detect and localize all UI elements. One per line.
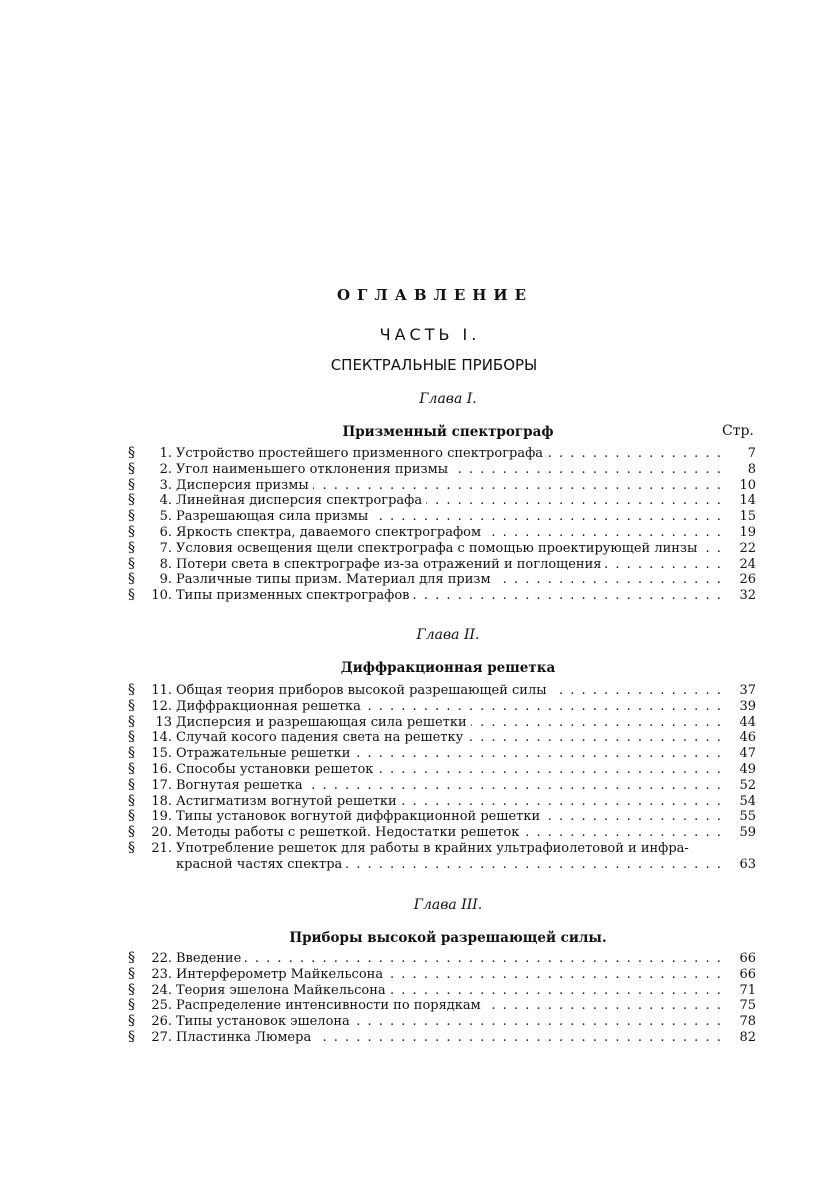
chapter-name: Приборы высокой разрешающей силы. [289,930,607,946]
toc-entry [128,478,756,494]
toc-entry [128,572,756,588]
section-number: 1. [159,446,172,461]
section-title-text: Методы работы с решеткой. Недостатки решеток [176,825,523,840]
section-sign: § [128,760,135,777]
section-title-text: Случай косого падения света на решетку [176,730,467,745]
page-number: 66 [739,966,756,982]
toc-title: ОГЛАВЛЕНИЕ [336,286,534,304]
toc-entry [128,778,756,794]
section-title [176,951,726,967]
page-number: 78 [739,1014,756,1030]
part-subtitle: СПЕКТРАЛЬНЫЕ ПРИБОРЫ [330,356,538,374]
page-number: 66 [739,951,756,966]
section-number: 25. [151,998,172,1014]
toc-entry [128,509,756,525]
toc-entry [128,998,756,1014]
section-title [176,683,726,699]
section-title-text: Распределение интенсивности по порядкам [176,998,485,1013]
page-number: 59 [739,825,756,841]
section-title-text: Типы установок эшелона [176,1014,354,1029]
section-number: 10. [151,588,172,604]
section-sign: § [128,492,135,509]
toc-entry [128,746,756,762]
section-title-line1: Употребление решеток для работы в крайних ультрафиолетовой и инфра- [176,841,726,857]
section-number: 12. [151,698,172,714]
section-sign: § [128,776,135,793]
toc-entry [128,715,756,731]
section-sign: § [128,587,135,604]
section-number: 5. [159,509,172,525]
toc-entry [128,762,756,778]
section-title-text: Пластинка Люмера [176,1030,315,1045]
toc-entry [128,951,756,967]
page-number: 47 [739,746,756,762]
section-title-text: Угол наименьшего отклонения призмы [176,462,452,477]
section-sign: § [128,808,135,825]
page-number: 49 [739,761,756,777]
section-title-text: Условия освещения щели спектрографа с помощью проектирующей линзы [176,541,701,556]
section-sign: § [128,745,135,762]
section-title-text: Интерферометр Майкельсона [176,967,387,982]
section-sign: § [128,539,135,556]
section-number: 3. [159,477,172,493]
section-title [176,809,726,825]
section-title [176,1030,726,1046]
part-title: ЧАСТЬ I. [379,325,481,344]
chapter-label: Глава I. [419,391,477,407]
section-title-text: Яркость спектра, даваемого спектрографом [176,525,485,540]
section-title-text: Вогнутая решетка [176,778,307,793]
section-sign: § [128,1028,135,1045]
toc-entry [128,525,756,541]
section-title-text: Общая теория приборов высокой разрешающей силы [176,683,551,698]
chapter-entries [128,951,756,1046]
chapter-entries [128,446,756,604]
section-title [176,998,726,1014]
section-sign: § [128,792,135,809]
page-number: 71 [739,982,756,998]
section-sign: § [128,965,135,982]
section-number: 11. [151,683,172,698]
toc-entry [128,967,756,983]
section-sign: § [128,997,135,1014]
page-number: 39 [739,698,756,714]
section-number: 16. [151,761,172,777]
section-number: 18. [151,793,172,809]
section-title-line2: красной частях спектра [176,857,346,872]
toc-entry [128,794,756,810]
section-sign: § [128,571,135,588]
section-sign: § [128,445,135,461]
section-number: 7. [159,540,172,556]
toc-entry [128,541,756,557]
section-sign: § [128,460,135,477]
toc-entry [128,730,756,746]
section-number: 4. [159,493,172,509]
section-sign: § [128,713,135,730]
page-number: 55 [739,809,756,825]
page-number: 22 [739,540,756,556]
section-title [176,983,726,999]
section-title-text: Теория эшелона Майкельсона [176,983,390,998]
toc-entry [128,493,756,509]
page-number: 26 [739,572,756,588]
section-title [176,730,726,746]
section-title [176,841,726,873]
section-title [176,794,726,810]
section-title [176,572,726,588]
section-sign: § [128,697,135,714]
section-title [176,715,726,731]
section-sign: § [128,523,135,540]
section-number: 14. [151,730,172,746]
chapter-label: Глава II. [416,627,480,643]
section-title-text: Диффракционная решетка [176,699,365,714]
section-sign: § [128,682,135,698]
section-number: 22. [151,951,172,966]
toc-entry [128,983,756,999]
section-title [176,541,726,557]
section-number: 21. [151,840,172,856]
toc-entry [128,1014,756,1030]
page-number: 24 [739,556,756,572]
toc-entry [128,809,756,825]
section-title [176,699,726,715]
section-title [176,825,726,841]
page-number: 19 [739,524,756,540]
page-number: 8 [747,461,756,477]
section-sign: § [128,1013,135,1030]
section-title-text: Линейная дисперсия спектрографа [176,493,426,508]
section-number: 19. [151,809,172,825]
section-title-text: Астигматизм вогнутой решетки [176,794,401,809]
section-title-text: Типы установок вогнутой диффракционной решетки [176,809,544,824]
section-title-text: Введение [176,951,245,966]
chapter-name: Диффракционная решетка [340,660,556,676]
section-title-text: Дисперсия призмы [176,478,313,493]
toc-entry [128,1030,756,1046]
section-number: 13 [155,714,172,730]
section-sign: § [128,839,135,856]
chapter-name: Призменный спектрограф [342,424,554,440]
section-number: 23. [151,966,172,982]
section-title [176,746,726,762]
page-number: 63 [739,856,756,872]
toc-entry [128,699,756,715]
toc-entry [128,557,756,573]
chapter-entries [128,683,756,873]
page-number: 7 [747,446,756,461]
section-title [176,557,726,573]
section-number: 26. [151,1014,172,1030]
page-number: 14 [739,493,756,509]
section-number: 24. [151,982,172,998]
toc-entry [128,462,756,478]
page-number: 54 [739,793,756,809]
toc-entry [128,841,756,873]
page-number: 32 [739,588,756,604]
section-title-text: Разрешающая сила призмы [176,509,372,524]
section-title-text: Потери света в спектрографе из-за отражений и поглощения [176,557,605,572]
section-title-text: Устройство простейшего призменного спектрографа [176,446,547,461]
page-column-label: Стр. [722,423,754,439]
section-title-text: Типы призменных спектрографов [176,588,413,603]
toc-entry [128,588,756,604]
section-title-text: Дисперсия и разрешающая сила решетки [176,715,471,730]
section-title [176,446,726,462]
section-title-text: Различные типы призм. Материал для призм [176,572,495,587]
section-title [176,778,726,794]
chapter-label: Глава III. [413,897,483,913]
section-title [176,588,726,604]
section-title [176,1014,726,1030]
toc-entry [128,825,756,841]
page-number: 37 [739,683,756,698]
page-number: 52 [739,777,756,793]
page-number: 82 [739,1029,756,1045]
section-title [176,967,726,983]
section-title-text: Отражательные решетки [176,746,354,761]
page-number: 15 [739,509,756,525]
section-title [176,493,726,509]
section-sign: § [128,950,135,966]
section-number: 2. [159,461,172,477]
section-title [176,509,726,525]
section-title [176,762,726,778]
section-title [176,462,726,478]
section-title [176,478,726,494]
section-sign: § [128,981,135,998]
section-title [176,525,726,541]
section-number: 17. [151,777,172,793]
section-number: 9. [159,572,172,588]
section-title-text: Способы установки решеток [176,762,377,777]
toc-entry [128,446,756,462]
page-number: 75 [739,998,756,1014]
page-number: 10 [739,477,756,493]
section-sign: § [128,555,135,572]
page-number: 44 [739,714,756,730]
section-number: 15. [151,746,172,762]
page-number: 46 [739,730,756,746]
section-sign: § [128,824,135,841]
section-sign: § [128,508,135,525]
section-number: 27. [151,1029,172,1045]
toc-entry [128,683,756,699]
section-sign: § [128,476,135,493]
section-number: 6. [159,524,172,540]
section-number: 20. [151,825,172,841]
section-number: 8. [159,556,172,572]
section-sign: § [128,729,135,746]
